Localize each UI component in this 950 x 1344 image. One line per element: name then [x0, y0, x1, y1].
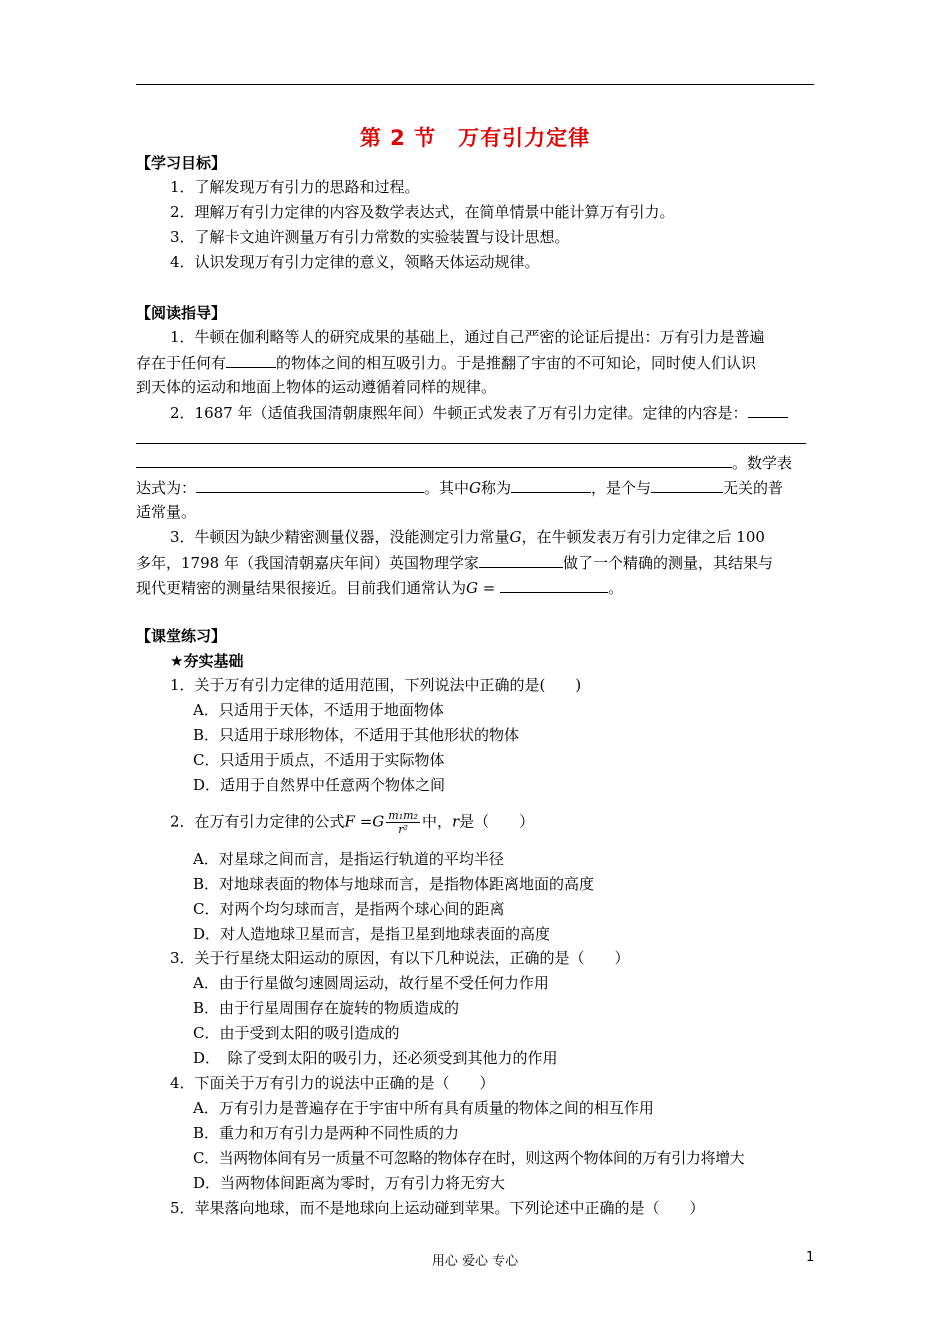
symbol-g: G [509, 528, 522, 546]
question-option[interactable]: D． 除了受到太阳的吸引力，还必须受到其他力的作用 [193, 1049, 558, 1067]
formula-denominator: r² [398, 823, 408, 836]
reading-p3-text: 多年，1798 年（我国清朝嘉庆年间）英国物理学家 [136, 554, 479, 572]
reading-p2-line1 [170, 402, 788, 423]
reading-p3-text: 3．牛顿因为缺少精密测量仪器，没能测定引力常量 [170, 528, 510, 546]
reading-p3-text: = [478, 579, 501, 597]
formula-numerator: m₁m₂ [388, 809, 418, 822]
reading-p2-text: 无关的普 [723, 479, 784, 497]
reading-p3-text: ，在牛顿发表万有引力定律之后 100 [521, 528, 765, 546]
fill-blank[interactable] [226, 352, 276, 368]
question-text: 是（ ） [459, 812, 535, 831]
question-option[interactable]: D．当两物体间距离为零时，万有引力将无穷大 [193, 1174, 506, 1192]
question-option[interactable]: B．只适用于球形物体，不适用于其他形状的物体 [193, 726, 520, 744]
reading-p3-text: 现代更精密的测量结果很接近。目前我们通常认为 [136, 579, 467, 597]
fill-blank[interactable] [511, 477, 591, 493]
reading-heading: 【阅读指导】 [136, 304, 227, 322]
reading-p2-line5: 适常量。 [136, 503, 197, 521]
reading-p2-line3 [136, 452, 792, 473]
question-option[interactable]: A．只适用于天体，不适用于地面物体 [193, 701, 444, 719]
practice-heading: 【课堂练习】 [136, 627, 227, 645]
fill-blank[interactable] [479, 552, 563, 568]
reading-p1-line3: 到天体的运动和地面上物体的运动遵循着同样的规律。 [136, 378, 497, 396]
page-footer: 用心 爱心 专心 [431, 1254, 519, 1269]
question-text: 中， [421, 812, 452, 831]
formula-lhs: F =G [344, 812, 385, 831]
question-option[interactable]: C．对两个均匀球而言，是指两个球心间的距离 [193, 900, 505, 918]
fill-blank[interactable] [500, 577, 608, 593]
fill-blank[interactable] [196, 477, 424, 493]
question-stem: 4．下面关于万有引力的说法中正确的是（ ） [170, 1074, 495, 1092]
question-option[interactable]: C．由于受到太阳的吸引造成的 [193, 1024, 400, 1042]
fill-blank-line[interactable] [136, 443, 806, 444]
question-text: 2．在万有引力定律的公式 [170, 812, 345, 831]
reading-p2-text: 2．1687 年（适值我国清朝康熙年间）牛顿正式发表了万有引力定律。定律的内容是： [170, 404, 748, 422]
question-option[interactable]: A．由于行星做匀速圆周运动，故行星不受任何力作用 [193, 974, 549, 992]
question-stem: 3．关于行星绕太阳运动的原因，有以下几种说法，正确的是（ ） [170, 949, 630, 967]
reading-p3-text: 做了一个精确的测量，其结果与 [562, 554, 773, 572]
question-option[interactable]: B．由于行星周围存在旋转的物质造成的 [193, 999, 460, 1017]
symbol-r: r [451, 812, 460, 831]
reading-p2-line4 [136, 477, 783, 498]
question-option[interactable]: A．万有引力是普遍存在于宇宙中所有具有质量的物体之间的相互作用 [193, 1099, 654, 1117]
reading-p3-line3 [136, 577, 623, 598]
reading-p2-text: 称为 [481, 479, 512, 497]
question-option[interactable]: A．对星球之间而言，是指运行轨道的平均半径 [193, 850, 504, 868]
fill-blank[interactable] [136, 452, 732, 468]
reading-p2-text: 。数学表 [732, 454, 793, 472]
symbol-g: G [466, 579, 478, 597]
question-option[interactable]: C．当两物体间有另一质量不可忽略的物体存在时，则这两个物体间的万有引力将增大 [193, 1149, 745, 1167]
question-stem: 5．苹果落向地球，而不是地球向上运动碰到苹果。下列论述中正确的是（ ） [170, 1199, 705, 1217]
reading-p2-text: ，是个与 [591, 479, 652, 497]
fill-blank[interactable] [748, 402, 788, 418]
objective-item: 3．了解卡文迪许测量万有引力常数的实验装置与设计思想。 [170, 228, 570, 246]
question-option[interactable]: B．重力和万有引力是两种不同性质的力 [193, 1124, 460, 1142]
reading-p3-line2 [136, 552, 773, 573]
question-stem: 1．关于万有引力定律的适用范围，下列说法中正确的是( ) [170, 676, 582, 694]
objective-item: 1．了解发现万有引力的思路和过程。 [170, 178, 420, 196]
question-option[interactable]: C．只适用于质点，不适用于实际物体 [193, 751, 445, 769]
reading-p3-text: 。 [608, 579, 624, 597]
question-stem [170, 809, 534, 836]
fill-blank[interactable] [651, 477, 723, 493]
symbol-g: G [469, 479, 482, 497]
reading-p1-text-b: 的物体之间的相互吸引力。于是推翻了宇宙的不可知论，同时使人们认识 [276, 354, 757, 372]
question-option[interactable]: D．适用于自然界中任意两个物体之间 [193, 776, 446, 794]
objective-item: 2．理解万有引力定律的内容及数学表达式，在简单情景中能计算万有引力。 [170, 203, 675, 221]
practice-subheading: ★夯实基础 [170, 652, 244, 670]
page-number: 1 [806, 1250, 815, 1265]
objectives-heading: 【学习目标】 [136, 154, 227, 172]
reading-p2-text: 。其中 [424, 479, 470, 497]
reading-p1-line1: 1．牛顿在伽利略等人的研究成果的基础上，通过自己严密的论证后提出：万有引力是普遍 [170, 328, 765, 346]
question-option[interactable]: D．对人造地球卫星而言，是指卫星到地球表面的高度 [193, 925, 551, 943]
page-title: 第 2 节 万有引力定律 [359, 126, 591, 150]
objective-item: 4．认识发现万有引力定律的意义，领略天体运动规律。 [170, 253, 540, 271]
reading-p3-line1 [170, 527, 765, 547]
formula-fraction [386, 809, 420, 836]
reading-p2-text: 达式为： [136, 479, 197, 497]
reading-p1-line2 [136, 352, 756, 373]
header-rule [136, 84, 814, 85]
question-option[interactable]: B．对地球表面的物体与地球而言，是指物体距离地面的高度 [193, 875, 595, 893]
reading-p1-text-a: 存在于任何有 [136, 354, 227, 372]
